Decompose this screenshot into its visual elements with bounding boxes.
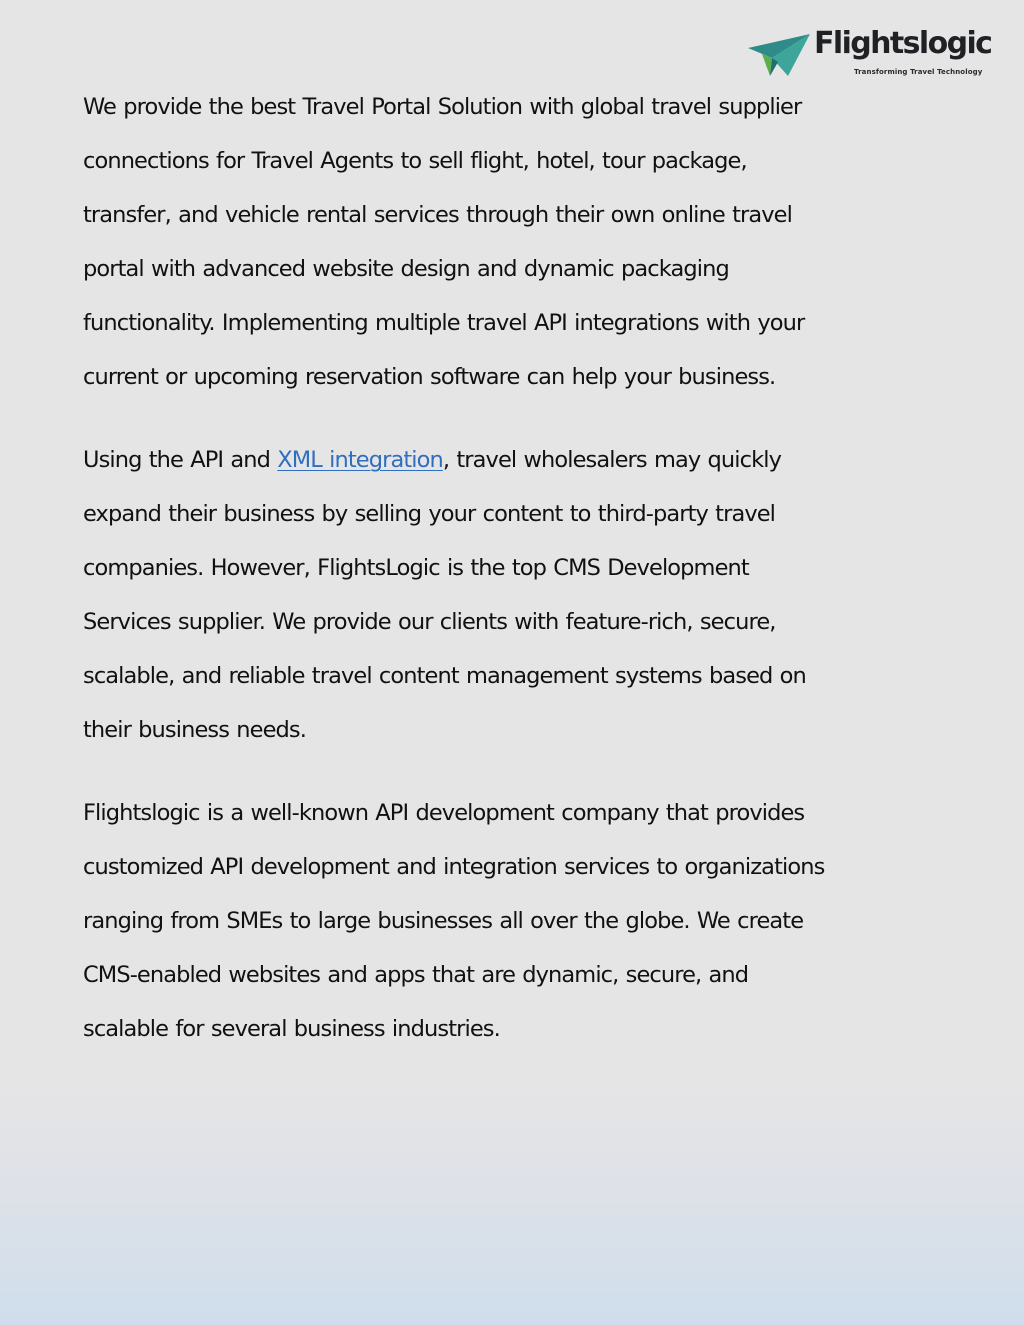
text-line: We provide the best Travel Portal Solution with global travel supplier	[83, 94, 802, 120]
text-segment: Using the API and	[83, 447, 278, 473]
text-line: their business needs.	[83, 717, 306, 743]
text-line: Flightslogic is a well-known API development company that provides	[83, 800, 805, 826]
text-line: transfer, and vehicle rental services through their own online travel	[83, 202, 792, 228]
flightslogic-logo[interactable]	[748, 28, 994, 84]
text-line: customized API development and integration services to organizations	[83, 854, 825, 880]
text-line: current or upcoming reservation software can help your business.	[83, 364, 776, 390]
text-line: connections for Travel Agents to sell flight, hotel, tour package,	[83, 148, 747, 174]
text-line: CMS-enabled websites and apps that are dynamic, secure, and	[83, 962, 749, 988]
logo-wordmark: Flightslogic	[814, 26, 992, 61]
paragraph-api-development	[83, 786, 963, 1056]
text-line: ranging from SMEs to large businesses all over the globe. We create	[83, 908, 804, 934]
text-line	[83, 433, 963, 487]
text-line: scalable for several business industries.	[83, 1016, 500, 1042]
text-line: portal with advanced website design and dynamic packaging	[83, 256, 729, 282]
text-line: functionality. Implementing multiple travel API integrations with your	[83, 310, 805, 336]
xml-integration-link[interactable]: XML integration	[277, 447, 443, 473]
text-line: companies. However, FlightsLogic is the top CMS Development	[83, 555, 749, 581]
text-line: scalable, and reliable travel content management systems based on	[83, 663, 806, 689]
paragraph-travel-portal	[83, 80, 963, 404]
paragraph-xml-integration	[83, 433, 963, 757]
logo-tagline: Transforming Travel Technology	[854, 68, 983, 76]
text-segment: , travel wholesalers may quickly	[442, 447, 781, 473]
text-line: expand their business by selling your content to third-party travel	[83, 501, 776, 527]
text-line: Services supplier. We provide our clients with feature-rich, secure,	[83, 609, 776, 635]
document-body	[83, 80, 963, 1085]
paper-plane-icon	[748, 32, 810, 78]
